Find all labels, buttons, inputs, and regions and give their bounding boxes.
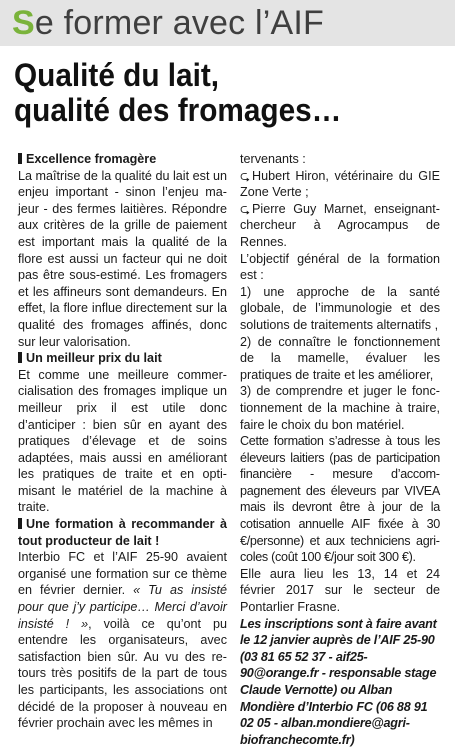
formation-text-end: , voilà ce qu’ont pu entendre les organisateurs, avec satisfaction bien sûr. Au vu des retours très positifs de la part de tous les participants, les associations ont décidé de la proposer à nouveau en février prochain avec les mêmes in — [18, 616, 227, 731]
registration-info: Les inscriptions sont à faire avant le 12 janvier auprès de l’AIF 25-90 (03 81 65 52 37 - aif25-90@orange.fr - responsable stage Claude Vernotte) ou Alban Mondière d’Interbio FC (06 88 91 02 05 - alban.mondiere@agribiofranchecomte.fr) — [240, 616, 437, 747]
bar-marker-icon — [18, 153, 22, 164]
curved-arrow-icon: ⮎ — [240, 168, 251, 183]
curved-arrow-icon: ⮎ — [240, 201, 251, 216]
section-banner — [0, 0, 455, 46]
intervenant-1 — [240, 168, 440, 201]
headline-line-1: Qualité du lait, — [14, 57, 220, 93]
intervenant-2 — [240, 201, 440, 251]
paragraph-dates: Elle aura lieu les 13, 14 et 24 février 2017 sur le secteur de Pontarlier Frasne. — [240, 566, 440, 615]
paragraph-continuation: tervenants : — [240, 152, 306, 166]
headline-line-2: qualité des fromages… — [14, 92, 342, 128]
intervenant-2-text: Pierre Guy Marnet, enseignant-chercheur à Agrocampus de Rennes. — [240, 201, 440, 249]
banner-initial: S — [12, 4, 35, 42]
right-column — [240, 151, 440, 748]
subhead-prix-label: Un meilleur prix du lait — [26, 351, 162, 366]
subhead-formation-label: Une formation à recommander à tout producteur de lait ! — [18, 517, 227, 548]
objective-3: 3) de comprendre et juger le fonctionnement de la machine à traire, faire le choix du bon matériel. — [240, 384, 440, 432]
banner-rest: e former avec l’AIF — [34, 4, 324, 42]
left-column — [18, 151, 227, 732]
subhead-excellence — [18, 151, 227, 168]
objective-2: 2) de connaître le fonctionnement de la mamelle, évaluer les pratiques de traite et les améliorer, — [240, 334, 440, 382]
article-headline — [14, 58, 414, 128]
paragraph-audience: Cette formation s’adresse à tous les éleveurs laitiers (pas de participation financière - mesure d’accompagnement des éleveurs par VIVEA mais ils devront être à jour de la cotisation annuelle AIF fixée à 30 €/personne) et aux techniciens agricoles (coût 100 €/jour soit 300 €). — [240, 434, 440, 565]
objective-1: 1) une approche de la santé globale, de l’immunologie et des solutions de traitements alternatifs , — [240, 284, 440, 332]
banner-title — [12, 6, 324, 40]
subhead-prix — [18, 350, 227, 367]
paragraph-prix: Et comme une meilleure commercialisation des fromages implique un meilleur prix il est utile donc d’anticiper : bien sûr en ayant des pratiques d’élevage et de soins adaptées, mais aussi en améliorant les pratiques de traite et en optimisant le matériel de la machine à traite. — [18, 367, 227, 515]
paragraph-formation — [18, 549, 227, 732]
bar-marker-icon — [18, 352, 22, 363]
formation-text-start: Interbio FC et l’AIF 25-90 avaient organisé une formation sur ce thème en février dernier. — [18, 550, 227, 598]
subhead-excellence-label: Excellence fromagère — [26, 152, 157, 166]
participant-quote: « Tu as insisté pour que j’y participe… Merci d’avoir insisté ! » — [18, 583, 227, 631]
subhead-formation — [18, 516, 227, 549]
paragraph-excellence: La maîtrise de la qualité du lait est un enjeu important - sinon l’enjeu majeur - des fermes laitières. Répondre aux critères de la grille de paiement est important mais la qualité de la flore est aussi un facteur qui ne doit pas être sous-estimé. Les fromagers et les affineurs sont demandeurs. En effet, la flore influe directement sur la qualité des fromages affinés, donc sur leur valorisation. — [18, 168, 227, 349]
objective-intro: L’objectif général de la formation est : — [240, 251, 440, 283]
bar-marker-icon — [18, 518, 22, 529]
intervenant-1-text: Hubert Hiron, vétérinaire du GIE Zone Verte ; — [240, 168, 440, 200]
